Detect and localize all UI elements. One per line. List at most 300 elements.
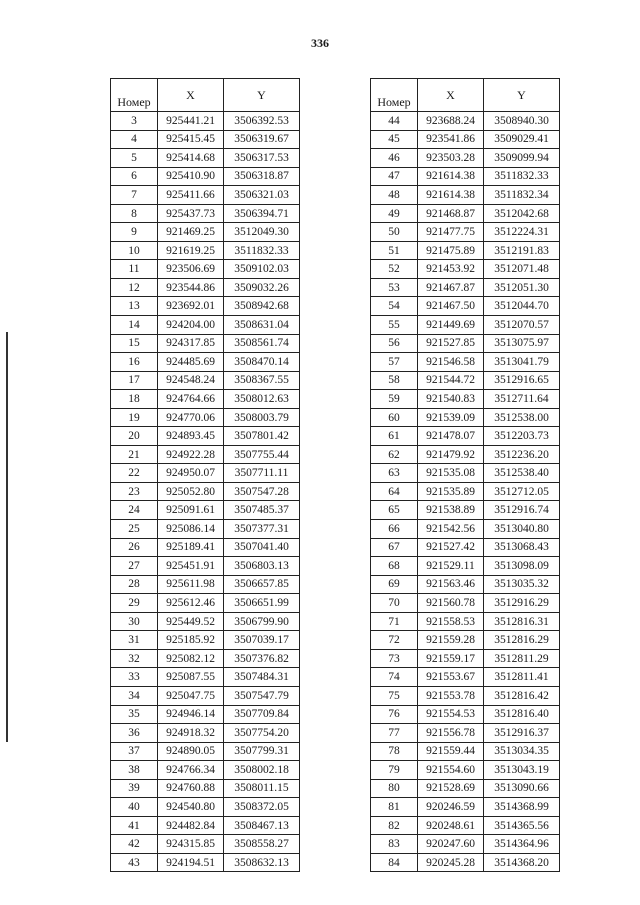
cell-y: 3507547.79	[224, 686, 300, 705]
cell-y: 3513043.19	[484, 761, 560, 780]
table-row	[111, 204, 300, 223]
cell-y: 3512049.30	[224, 223, 300, 242]
table-row	[111, 724, 300, 743]
cell-number: 19	[111, 408, 158, 427]
cell-x: 921553.67	[418, 668, 484, 687]
table-row	[111, 390, 300, 409]
cell-y: 3512224.31	[484, 223, 560, 242]
cell-x: 924485.69	[158, 353, 224, 372]
table-row	[371, 520, 560, 539]
cell-x: 921527.42	[418, 538, 484, 557]
table-row	[371, 427, 560, 446]
cell-number: 48	[371, 186, 418, 205]
cell-x: 921619.25	[158, 241, 224, 260]
cell-y: 3512191.83	[484, 241, 560, 260]
cell-y: 3506651.99	[224, 594, 300, 613]
cell-number: 16	[111, 353, 158, 372]
cell-y: 3507801.42	[224, 427, 300, 446]
cell-y: 3512916.65	[484, 371, 560, 390]
cell-x: 924918.32	[158, 724, 224, 743]
cell-y: 3512042.68	[484, 204, 560, 223]
cell-number: 81	[371, 798, 418, 817]
table-row	[111, 427, 300, 446]
cell-y: 3512816.29	[484, 631, 560, 650]
table-row	[111, 612, 300, 631]
cell-number: 45	[371, 130, 418, 149]
cell-number: 58	[371, 371, 418, 390]
cell-y: 3507547.28	[224, 482, 300, 501]
cell-number: 20	[111, 427, 158, 446]
cell-number: 35	[111, 705, 158, 724]
table-row	[111, 631, 300, 650]
cell-x: 923688.24	[418, 112, 484, 131]
cell-number: 25	[111, 520, 158, 539]
cell-y: 3512816.31	[484, 612, 560, 631]
cell-x: 925052.80	[158, 482, 224, 501]
cell-x: 925441.21	[158, 112, 224, 131]
cell-x: 925449.52	[158, 612, 224, 631]
cell-number: 17	[111, 371, 158, 390]
cell-x: 921528.69	[418, 779, 484, 798]
cell-y: 3508940.30	[484, 112, 560, 131]
cell-number: 84	[371, 853, 418, 872]
cell-y: 3507376.82	[224, 649, 300, 668]
table-row	[111, 371, 300, 390]
cell-x: 923506.69	[158, 260, 224, 279]
table-row	[111, 112, 300, 131]
table-row	[111, 167, 300, 186]
cell-x: 925612.46	[158, 594, 224, 613]
cell-x: 924317.85	[158, 334, 224, 353]
cell-y: 3508003.79	[224, 408, 300, 427]
cell-x: 921542.56	[418, 520, 484, 539]
cell-number: 29	[111, 594, 158, 613]
cell-number: 54	[371, 297, 418, 316]
cell-y: 3506317.53	[224, 149, 300, 168]
cell-number: 61	[371, 427, 418, 446]
header-row	[111, 79, 300, 112]
cell-number: 3	[111, 112, 158, 131]
cell-y: 3507711.11	[224, 464, 300, 483]
table-row	[371, 445, 560, 464]
cell-x: 921559.28	[418, 631, 484, 650]
cell-number: 43	[111, 853, 158, 872]
table-row	[111, 482, 300, 501]
cell-x: 924194.51	[158, 853, 224, 872]
cell-number: 21	[111, 445, 158, 464]
cell-y: 3512538.00	[484, 408, 560, 427]
cell-y: 3509102.03	[224, 260, 300, 279]
cell-x: 925086.14	[158, 520, 224, 539]
cell-x: 923503.28	[418, 149, 484, 168]
cell-y: 3514368.99	[484, 798, 560, 817]
cell-y: 3512811.41	[484, 668, 560, 687]
table-row	[371, 557, 560, 576]
cell-y: 3508470.14	[224, 353, 300, 372]
cell-number: 71	[371, 612, 418, 631]
cell-y: 3512070.57	[484, 316, 560, 335]
cell-x: 925411.66	[158, 186, 224, 205]
cell-y: 3509029.41	[484, 130, 560, 149]
table-row	[111, 130, 300, 149]
cell-number: 78	[371, 742, 418, 761]
cell-x: 925185.92	[158, 631, 224, 650]
cell-y: 3513075.97	[484, 334, 560, 353]
scan-margin-line	[6, 332, 8, 742]
cell-y: 3507484.31	[224, 668, 300, 687]
cell-number: 15	[111, 334, 158, 353]
cell-x: 925437.73	[158, 204, 224, 223]
cell-number: 33	[111, 668, 158, 687]
cell-y: 3513090.66	[484, 779, 560, 798]
cell-y: 3508011.15	[224, 779, 300, 798]
table-row	[111, 594, 300, 613]
cell-x: 925087.55	[158, 668, 224, 687]
cell-number: 32	[111, 649, 158, 668]
table-row	[371, 464, 560, 483]
cell-number: 49	[371, 204, 418, 223]
table-row	[111, 761, 300, 780]
cell-y: 3507709.84	[224, 705, 300, 724]
cell-x: 924893.45	[158, 427, 224, 446]
cell-number: 7	[111, 186, 158, 205]
cell-y: 3508002.18	[224, 761, 300, 780]
table-row	[371, 798, 560, 817]
cell-x: 921467.50	[418, 297, 484, 316]
cell-x: 925410.90	[158, 167, 224, 186]
cell-y: 3512071.48	[484, 260, 560, 279]
table-row	[371, 538, 560, 557]
cell-x: 921529.11	[418, 557, 484, 576]
table-row	[111, 705, 300, 724]
cell-number: 11	[111, 260, 158, 279]
cell-number: 53	[371, 278, 418, 297]
table-row	[371, 668, 560, 687]
cell-y: 3506657.85	[224, 575, 300, 594]
cell-number: 64	[371, 482, 418, 501]
cell-y: 3512816.42	[484, 686, 560, 705]
cell-x: 920247.60	[418, 835, 484, 854]
table-row	[371, 705, 560, 724]
cell-y: 3513040.80	[484, 520, 560, 539]
table-row	[371, 482, 560, 501]
cell-x: 921614.38	[418, 167, 484, 186]
table-header	[371, 79, 560, 112]
cell-x: 921527.85	[418, 334, 484, 353]
table-row	[371, 594, 560, 613]
cell-number: 12	[111, 278, 158, 297]
cell-number: 9	[111, 223, 158, 242]
cell-x: 921453.92	[418, 260, 484, 279]
table-row	[111, 779, 300, 798]
table-row	[111, 223, 300, 242]
cell-x: 921538.89	[418, 501, 484, 520]
cell-number: 75	[371, 686, 418, 705]
cell-number: 50	[371, 223, 418, 242]
cell-x: 925611.98	[158, 575, 224, 594]
table-row	[371, 742, 560, 761]
cell-number: 13	[111, 297, 158, 316]
table-row	[371, 575, 560, 594]
table-body	[371, 112, 560, 872]
cell-x: 923541.86	[418, 130, 484, 149]
cell-number: 28	[111, 575, 158, 594]
cell-x: 921478.07	[418, 427, 484, 446]
cell-x: 923692.01	[158, 297, 224, 316]
cell-number: 37	[111, 742, 158, 761]
cell-x: 921479.92	[418, 445, 484, 464]
table-row	[371, 278, 560, 297]
cell-number: 10	[111, 241, 158, 260]
cell-y: 3512811.29	[484, 649, 560, 668]
cell-y: 3508561.74	[224, 334, 300, 353]
cell-number: 68	[371, 557, 418, 576]
cell-number: 70	[371, 594, 418, 613]
cell-y: 3513098.09	[484, 557, 560, 576]
cell-x: 923544.86	[158, 278, 224, 297]
table-row	[371, 149, 560, 168]
table-row	[111, 260, 300, 279]
cell-x: 925047.75	[158, 686, 224, 705]
cell-x: 921539.09	[418, 408, 484, 427]
cell-number: 69	[371, 575, 418, 594]
table-row	[371, 835, 560, 854]
cell-number: 74	[371, 668, 418, 687]
cell-x: 920248.61	[418, 816, 484, 835]
cell-number: 55	[371, 316, 418, 335]
cell-number: 27	[111, 557, 158, 576]
cell-number: 60	[371, 408, 418, 427]
table-row	[111, 835, 300, 854]
table-row	[111, 445, 300, 464]
cell-y: 3508631.04	[224, 316, 300, 335]
cell-number: 51	[371, 241, 418, 260]
cell-number: 34	[111, 686, 158, 705]
cell-y: 3511832.34	[484, 186, 560, 205]
cell-number: 44	[371, 112, 418, 131]
table-row	[371, 241, 560, 260]
cell-number: 24	[111, 501, 158, 520]
cell-y: 3514368.20	[484, 853, 560, 872]
cell-y: 3512916.37	[484, 724, 560, 743]
cell-x: 921554.60	[418, 761, 484, 780]
table-row	[371, 371, 560, 390]
cell-number: 82	[371, 816, 418, 835]
header-y: Y	[224, 79, 300, 112]
cell-x: 925415.45	[158, 130, 224, 149]
table-row	[111, 520, 300, 539]
table-row	[111, 798, 300, 817]
table-row	[111, 408, 300, 427]
table-row	[111, 649, 300, 668]
cell-number: 62	[371, 445, 418, 464]
table-row	[371, 853, 560, 872]
cell-y: 3506321.03	[224, 186, 300, 205]
table-row	[371, 316, 560, 335]
cell-y: 3511832.33	[224, 241, 300, 260]
table-row	[111, 149, 300, 168]
cell-x: 921535.89	[418, 482, 484, 501]
table-body	[111, 112, 300, 872]
cell-number: 8	[111, 204, 158, 223]
cell-y: 3508367.55	[224, 371, 300, 390]
table-row	[111, 668, 300, 687]
cell-number: 80	[371, 779, 418, 798]
cell-number: 77	[371, 724, 418, 743]
cell-x: 924890.05	[158, 742, 224, 761]
cell-number: 83	[371, 835, 418, 854]
cell-number: 36	[111, 724, 158, 743]
cell-number: 30	[111, 612, 158, 631]
cell-y: 3512203.73	[484, 427, 560, 446]
cell-y: 3509032.26	[224, 278, 300, 297]
table-row	[371, 501, 560, 520]
cell-y: 3508942.68	[224, 297, 300, 316]
table-row	[371, 167, 560, 186]
cell-y: 3507041.40	[224, 538, 300, 557]
cell-number: 22	[111, 464, 158, 483]
cell-x: 924548.24	[158, 371, 224, 390]
cell-y: 3506799.90	[224, 612, 300, 631]
cell-x: 925451.91	[158, 557, 224, 576]
cell-x: 921558.53	[418, 612, 484, 631]
cell-number: 40	[111, 798, 158, 817]
cell-y: 3507755.44	[224, 445, 300, 464]
cell-y: 3512538.40	[484, 464, 560, 483]
cell-y: 3508558.27	[224, 835, 300, 854]
cell-x: 921449.69	[418, 316, 484, 335]
cell-y: 3508372.05	[224, 798, 300, 817]
cell-y: 3512051.30	[484, 278, 560, 297]
cell-number: 66	[371, 520, 418, 539]
cell-x: 925189.41	[158, 538, 224, 557]
table-header	[111, 79, 300, 112]
cell-number: 26	[111, 538, 158, 557]
cell-x: 921553.78	[418, 686, 484, 705]
header-x: X	[418, 79, 484, 112]
table-row	[371, 649, 560, 668]
cell-number: 5	[111, 149, 158, 168]
cell-y: 3514365.56	[484, 816, 560, 835]
header-number: Номер	[111, 79, 158, 112]
table-row	[371, 260, 560, 279]
cell-number: 73	[371, 649, 418, 668]
table-row	[111, 501, 300, 520]
table-row	[371, 612, 560, 631]
cell-x: 921540.83	[418, 390, 484, 409]
cell-x: 924950.07	[158, 464, 224, 483]
cell-x: 921554.53	[418, 705, 484, 724]
table-row	[371, 390, 560, 409]
cell-y: 3507039.17	[224, 631, 300, 650]
cell-x: 924946.14	[158, 705, 224, 724]
table-row	[111, 278, 300, 297]
cell-y: 3506394.71	[224, 204, 300, 223]
cell-number: 14	[111, 316, 158, 335]
table-row	[371, 204, 560, 223]
cell-number: 46	[371, 149, 418, 168]
cell-number: 39	[111, 779, 158, 798]
cell-x: 925414.68	[158, 149, 224, 168]
table-row	[371, 353, 560, 372]
table-row	[111, 353, 300, 372]
cell-number: 56	[371, 334, 418, 353]
table-row	[371, 408, 560, 427]
cell-x: 924766.34	[158, 761, 224, 780]
cell-x: 921563.46	[418, 575, 484, 594]
cell-x: 924922.28	[158, 445, 224, 464]
cell-x: 924764.66	[158, 390, 224, 409]
table-row	[371, 816, 560, 835]
table-row	[371, 631, 560, 650]
cell-y: 3512916.74	[484, 501, 560, 520]
cell-number: 76	[371, 705, 418, 724]
cell-y: 3508012.63	[224, 390, 300, 409]
cell-number: 72	[371, 631, 418, 650]
table-row	[371, 297, 560, 316]
table-row	[111, 557, 300, 576]
cell-y: 3512236.20	[484, 445, 560, 464]
table-row	[111, 816, 300, 835]
header-row	[371, 79, 560, 112]
header-y: Y	[484, 79, 560, 112]
cell-x: 924770.06	[158, 408, 224, 427]
cell-y: 3512044.70	[484, 297, 560, 316]
table-row	[371, 186, 560, 205]
cell-number: 6	[111, 167, 158, 186]
cell-x: 921556.78	[418, 724, 484, 743]
cell-y: 3512816.40	[484, 705, 560, 724]
cell-x: 924760.88	[158, 779, 224, 798]
coordinates-table-right	[370, 78, 560, 872]
cell-y: 3513035.32	[484, 575, 560, 594]
cell-y: 3512711.64	[484, 390, 560, 409]
table-row	[111, 241, 300, 260]
cell-number: 59	[371, 390, 418, 409]
cell-y: 3513068.43	[484, 538, 560, 557]
table-row	[371, 223, 560, 242]
table-row	[371, 112, 560, 131]
cell-y: 3506392.53	[224, 112, 300, 131]
table-row	[371, 130, 560, 149]
cell-x: 921560.78	[418, 594, 484, 613]
cell-x: 921469.25	[158, 223, 224, 242]
cell-number: 41	[111, 816, 158, 835]
cell-number: 4	[111, 130, 158, 149]
cell-x: 925091.61	[158, 501, 224, 520]
cell-number: 63	[371, 464, 418, 483]
cell-x: 925082.12	[158, 649, 224, 668]
cell-number: 42	[111, 835, 158, 854]
cell-number: 38	[111, 761, 158, 780]
cell-x: 921535.08	[418, 464, 484, 483]
cell-x: 920245.28	[418, 853, 484, 872]
table-row	[111, 186, 300, 205]
table-row	[371, 761, 560, 780]
cell-number: 23	[111, 482, 158, 501]
cell-y: 3507799.31	[224, 742, 300, 761]
cell-x: 924540.80	[158, 798, 224, 817]
table-row	[111, 686, 300, 705]
cell-y: 3508467.13	[224, 816, 300, 835]
cell-x: 920246.59	[418, 798, 484, 817]
cell-x: 921559.17	[418, 649, 484, 668]
header-x: X	[158, 79, 224, 112]
table-row	[111, 742, 300, 761]
cell-x: 921559.44	[418, 742, 484, 761]
cell-y: 3512916.29	[484, 594, 560, 613]
cell-y: 3507485.37	[224, 501, 300, 520]
